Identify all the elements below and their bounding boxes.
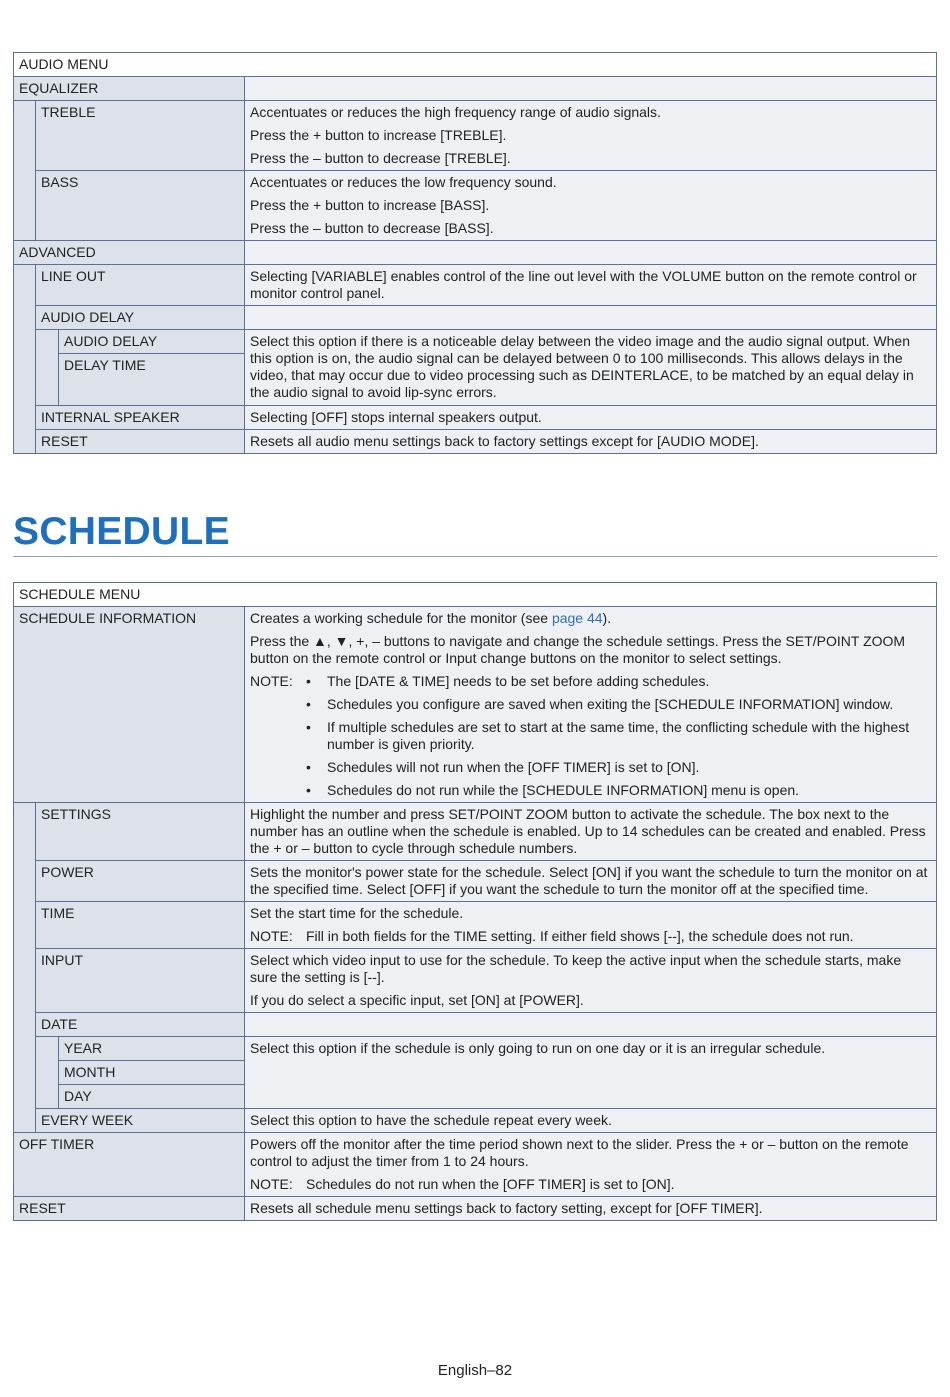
- line-out-label: LINE OUT: [36, 265, 245, 306]
- table-row: [14, 861, 937, 902]
- table-row: [14, 330, 937, 354]
- table-row: [14, 77, 937, 101]
- table-row: [14, 1037, 937, 1061]
- table-row: [14, 1133, 937, 1197]
- internal-speaker-label: INTERNAL SPEAKER: [36, 406, 245, 430]
- table-row: [14, 607, 937, 803]
- year-label: YEAR: [59, 1037, 245, 1061]
- treble-label: TREBLE: [36, 101, 245, 171]
- bass-description: Accentuates or reduces the low frequency sound. Press the + button to increase [BASS]. Press the – button to decrease [BASS].: [245, 171, 937, 241]
- audio-reset-description: Resets all audio menu settings back to factory settings except for [AUDIO MODE].: [245, 430, 937, 454]
- delay-time-label: DELAY TIME: [59, 354, 245, 406]
- section-heading: SCHEDULE: [13, 510, 230, 553]
- schedule-reset-label: RESET: [14, 1197, 245, 1221]
- note-bullet: • Schedules will not run when the [OFF TIMER] is set to [ON].: [306, 759, 700, 775]
- schedule-reset-description: Resets all schedule menu settings back to factory setting, except for [OFF TIMER].: [245, 1197, 937, 1221]
- every-week-description: Select this option to have the schedule repeat every week.: [245, 1109, 937, 1133]
- schedule-information-description: Creates a working schedule for the monitor (see page 44). Press the ▲, ▼, +, – buttons to navigate and change the schedule settings. Press the SET/POINT ZOOM button on the remote control or Input change buttons on the monitor to select settings. NOTE: • The [DATE & TIME] needs to be set before adding schedules. • Schedules you configure are saved when exiting the [SCHEDULE INFORMATION] window. • If multiple schedules are set to start at the same time, the conflicting schedule with the highest number is given priority. • Schedules will not run when the [OFF TIMER] is set to [ON]. • Schedules do not run while the [SCHEDULE INFORMATION] menu is open.: [245, 607, 937, 803]
- table-row: [14, 1197, 937, 1221]
- audio-delay-description: Select this option if there is a noticeable delay between the video image and the audio signal output. When this option is on, the audio signal can be delayed between 0 to 100 milliseconds. This allows delays in the video, that may occur due to video processing such as DEINTERLACE, to be matched by an equal delay in the audio signal to avoid lip-sync errors.: [245, 330, 937, 406]
- note-bullet: • The [DATE & TIME] needs to be set before adding schedules.: [306, 673, 710, 689]
- schedule-information-label: SCHEDULE INFORMATION: [14, 607, 245, 803]
- table-row: [14, 902, 937, 949]
- note: NOTE: Fill in both fields for the TIME setting. If either field shows [--], the schedule does not run.: [250, 928, 854, 944]
- page-footer: English–82: [437, 1362, 513, 1379]
- bass-label: BASS: [36, 171, 245, 241]
- table-row: [14, 949, 937, 1013]
- equalizer-label: EQUALIZER: [14, 77, 245, 101]
- table-row: [14, 803, 937, 861]
- table-row: [14, 406, 937, 430]
- time-description: Set the start time for the schedule. NOTE: Fill in both fields for the TIME setting. If either field shows [--], the schedule does not run.: [245, 902, 937, 949]
- line-out-description: Selecting [VARIABLE] enables control of the line out level with the VOLUME button on the remote control or monitor control panel.: [245, 265, 937, 306]
- note: NOTE: Schedules do not run when the [OFF TIMER] is set to [ON].: [250, 1176, 675, 1192]
- settings-description: Highlight the number and press SET/POINT ZOOM button to activate the schedule. The box next to the number has an outline when the schedule is enabled. Up to 14 schedules can be created and enabled. Press the + or – button to cycle through schedule numbers.: [245, 803, 937, 861]
- power-description: Sets the monitor's power state for the schedule. Select [ON] if you want the schedule to turn the monitor on at the specified time. Select [OFF] if you want the schedule to turn the monitor off at the specified time.: [245, 861, 937, 902]
- input-description: Select which video input to use for the schedule. To keep the active input when the schedule starts, make sure the setting is [--]. If you do select a specific input, set [ON] at [POWER].: [245, 949, 937, 1013]
- audio-delay-label: AUDIO DELAY: [59, 330, 245, 354]
- audio-menu-title: AUDIO MENU: [14, 53, 937, 77]
- off-timer-description: Powers off the monitor after the time period shown next to the slider. Press the + or – button on the remote control to adjust the timer from 1 to 24 hours. NOTE: Schedules do not run when the [OFF TIMER] is set to [ON].: [245, 1133, 937, 1197]
- audio-delay-group-label: AUDIO DELAY: [36, 306, 245, 330]
- audio-menu-header-row: [14, 53, 937, 77]
- off-timer-label: OFF TIMER: [14, 1133, 245, 1197]
- table-row: [14, 265, 937, 306]
- table-row: [14, 1109, 937, 1133]
- every-week-label: EVERY WEEK: [36, 1109, 245, 1133]
- month-label: MONTH: [59, 1061, 245, 1085]
- audio-menu-table: [13, 52, 937, 454]
- note: NOTE: • The [DATE & TIME] needs to be set before adding schedules.: [250, 673, 710, 689]
- date-description: Select this option if the schedule is only going to run on one day or it is an irregular schedule.: [245, 1037, 937, 1109]
- schedule-menu-table: [13, 582, 937, 1221]
- note-bullet: • If multiple schedules are set to start at the same time, the conflicting schedule with the highest number is given priority.: [306, 719, 910, 752]
- schedule-menu-header-row: [14, 583, 937, 607]
- time-label: TIME: [36, 902, 245, 949]
- settings-label: SETTINGS: [36, 803, 245, 861]
- table-row: [14, 101, 937, 171]
- internal-speaker-description: Selecting [OFF] stops internal speakers output.: [245, 406, 937, 430]
- power-label: POWER: [36, 861, 245, 902]
- table-row: [14, 171, 937, 241]
- page-44-link[interactable]: page 44: [551, 610, 603, 626]
- advanced-label: ADVANCED: [14, 241, 245, 265]
- day-label: DAY: [59, 1085, 245, 1109]
- treble-description: Accentuates or reduces the high frequency range of audio signals. Press the + button to increase [TREBLE]. Press the – button to decrease [TREBLE].: [245, 101, 937, 171]
- table-row: [14, 1013, 937, 1037]
- table-row: [14, 306, 937, 330]
- note-bullet: • Schedules do not run while the [SCHEDULE INFORMATION] menu is open.: [306, 782, 800, 798]
- schedule-menu-title: SCHEDULE MENU: [14, 583, 937, 607]
- table-row: [14, 241, 937, 265]
- audio-reset-label: RESET: [36, 430, 245, 454]
- note-bullet: • Schedules you configure are saved when exiting the [SCHEDULE INFORMATION] window.: [306, 696, 894, 712]
- input-label: INPUT: [36, 949, 245, 1013]
- heading-divider: [13, 556, 937, 557]
- date-label: DATE: [36, 1013, 245, 1037]
- table-row: [14, 430, 937, 454]
